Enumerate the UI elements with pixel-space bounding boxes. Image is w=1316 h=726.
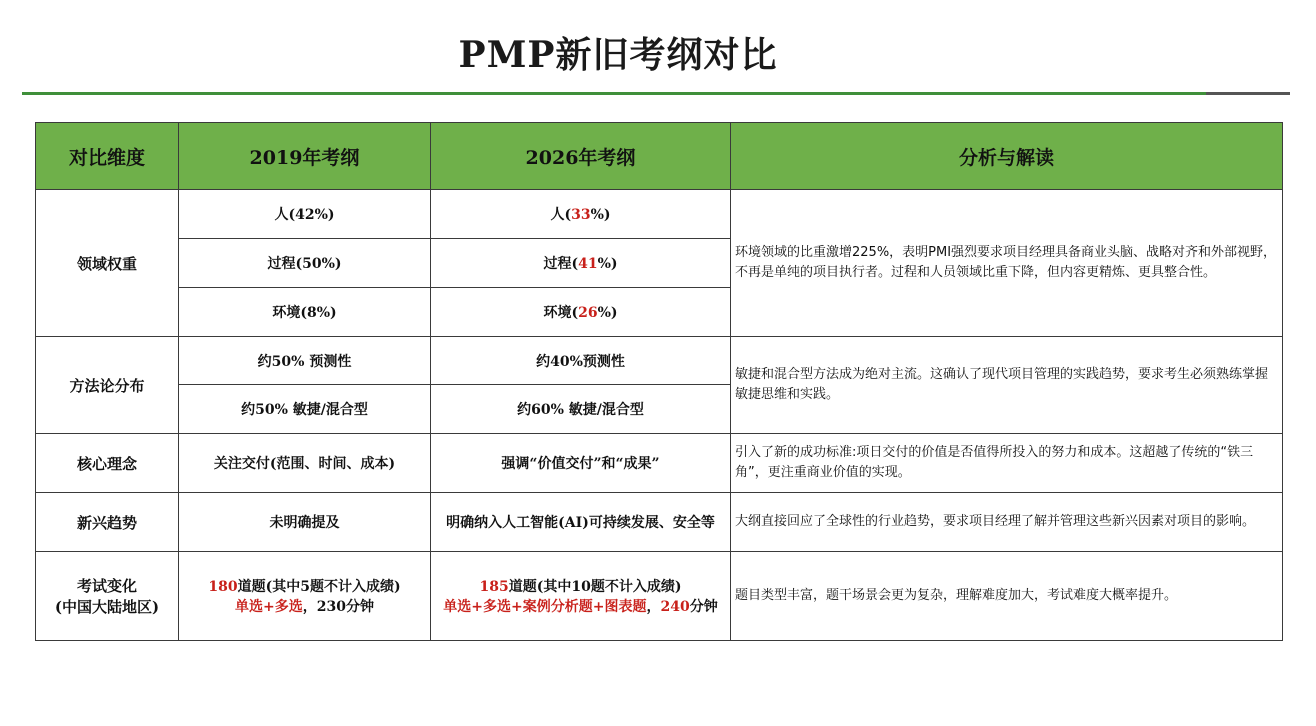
old-emerging-trends: 未明确提及 <box>179 493 431 552</box>
analysis-domain-weight: 环境领域的比重激增225%，表明PMI强烈要求项目经理具备商业头脑、战略对齐和外部视野，不再是单纯的项目执行者。过程和人员领域比重下降，但内容更精炼、更具整合性。 <box>731 190 1283 337</box>
dimension-methodology: 方法论分布 <box>36 337 179 434</box>
table-header-row <box>36 123 1283 190</box>
table-row <box>36 493 1283 552</box>
analysis-core-concept: 引入了新的成功标准:项日交付的价值是否值得所投入的努力和成本。这超越了传统的“铁三角”，更注重商业价值的实现。 <box>731 434 1283 493</box>
analysis-emerging-trends: 大纲直接回应了全球性的行业趋势，要求项目经理了解并管理这些新兴因素对项目的影响。 <box>731 493 1283 552</box>
analysis-exam-change: 题目类型丰富，题干场景会更为复杂，理解难度加大，考试难度大概率提升。 <box>731 552 1283 641</box>
old-exam-format: 180道题(其中5题不计入成绩) 单选+多选，230分钟 <box>179 552 431 641</box>
old-weight-people: 人(42%) <box>179 190 431 239</box>
old-weight-process: 过程(50%) <box>179 239 431 288</box>
table-row <box>36 434 1283 493</box>
dimension-emerging-trends: 新兴趋势 <box>36 493 179 552</box>
old-weight-environment: 环境(8%) <box>179 288 431 337</box>
new-exam-minutes: 240 <box>660 599 690 615</box>
new-question-types: 单选+多选+案例分析题+图表题 <box>443 599 647 615</box>
header-2026: 2026年考纲 <box>431 123 731 190</box>
dimension-core-concept: 核心理念 <box>36 434 179 493</box>
table-row <box>36 337 1283 385</box>
new-question-count: 185 <box>479 579 509 595</box>
new-emerging-trends: 明确纳入人工智能(AI)可持续发展、安全等 <box>431 493 731 552</box>
new-exam-format: 185道题(其中10题不计入成绩) 单选+多选+案例分析题+图表题，240分钟 <box>431 552 731 641</box>
dimension-exam-change-line1: 考试变化 <box>76 577 137 595</box>
new-core-concept: 强调“价值交付”和“成果” <box>431 434 731 493</box>
new-weight-people: 人(33%) <box>431 190 731 239</box>
old-predictive: 约50% 预测性 <box>179 337 431 385</box>
page-title: PMP新旧考纲对比 <box>458 34 778 76</box>
dimension-domain-weight: 领域权重 <box>36 190 179 337</box>
dimension-exam-change-line2: (中国大陆地区) <box>54 598 160 616</box>
new-weight-process: 过程(41%) <box>431 239 731 288</box>
title-divider-accent <box>1206 92 1290 95</box>
header-analysis: 分析与解读 <box>731 123 1283 190</box>
old-question-count: 180 <box>208 579 238 595</box>
comparison-table <box>35 122 1283 641</box>
header-dimension: 对比维度 <box>36 123 179 190</box>
new-agile-hybrid: 约60% 敏捷/混合型 <box>431 385 731 434</box>
dimension-exam-change <box>36 552 179 641</box>
analysis-methodology: 敏捷和混合型方法成为绝对主流。这确认了现代项目管理的实践趋势，要求考生必须熟练掌握敏捷思维和实践。 <box>731 337 1283 434</box>
old-core-concept: 关注交付(范围、时间、成本) <box>179 434 431 493</box>
new-predictive: 约40%预测性 <box>431 337 731 385</box>
title-divider <box>22 92 1206 95</box>
header-2019: 2019年考纲 <box>179 123 431 190</box>
old-agile-hybrid: 约50% 敏捷/混合型 <box>179 385 431 434</box>
table-row <box>36 190 1283 239</box>
old-question-types: 单选+多选 <box>235 599 303 615</box>
table-row <box>36 552 1283 641</box>
new-weight-environment: 环境(26%) <box>431 288 731 337</box>
